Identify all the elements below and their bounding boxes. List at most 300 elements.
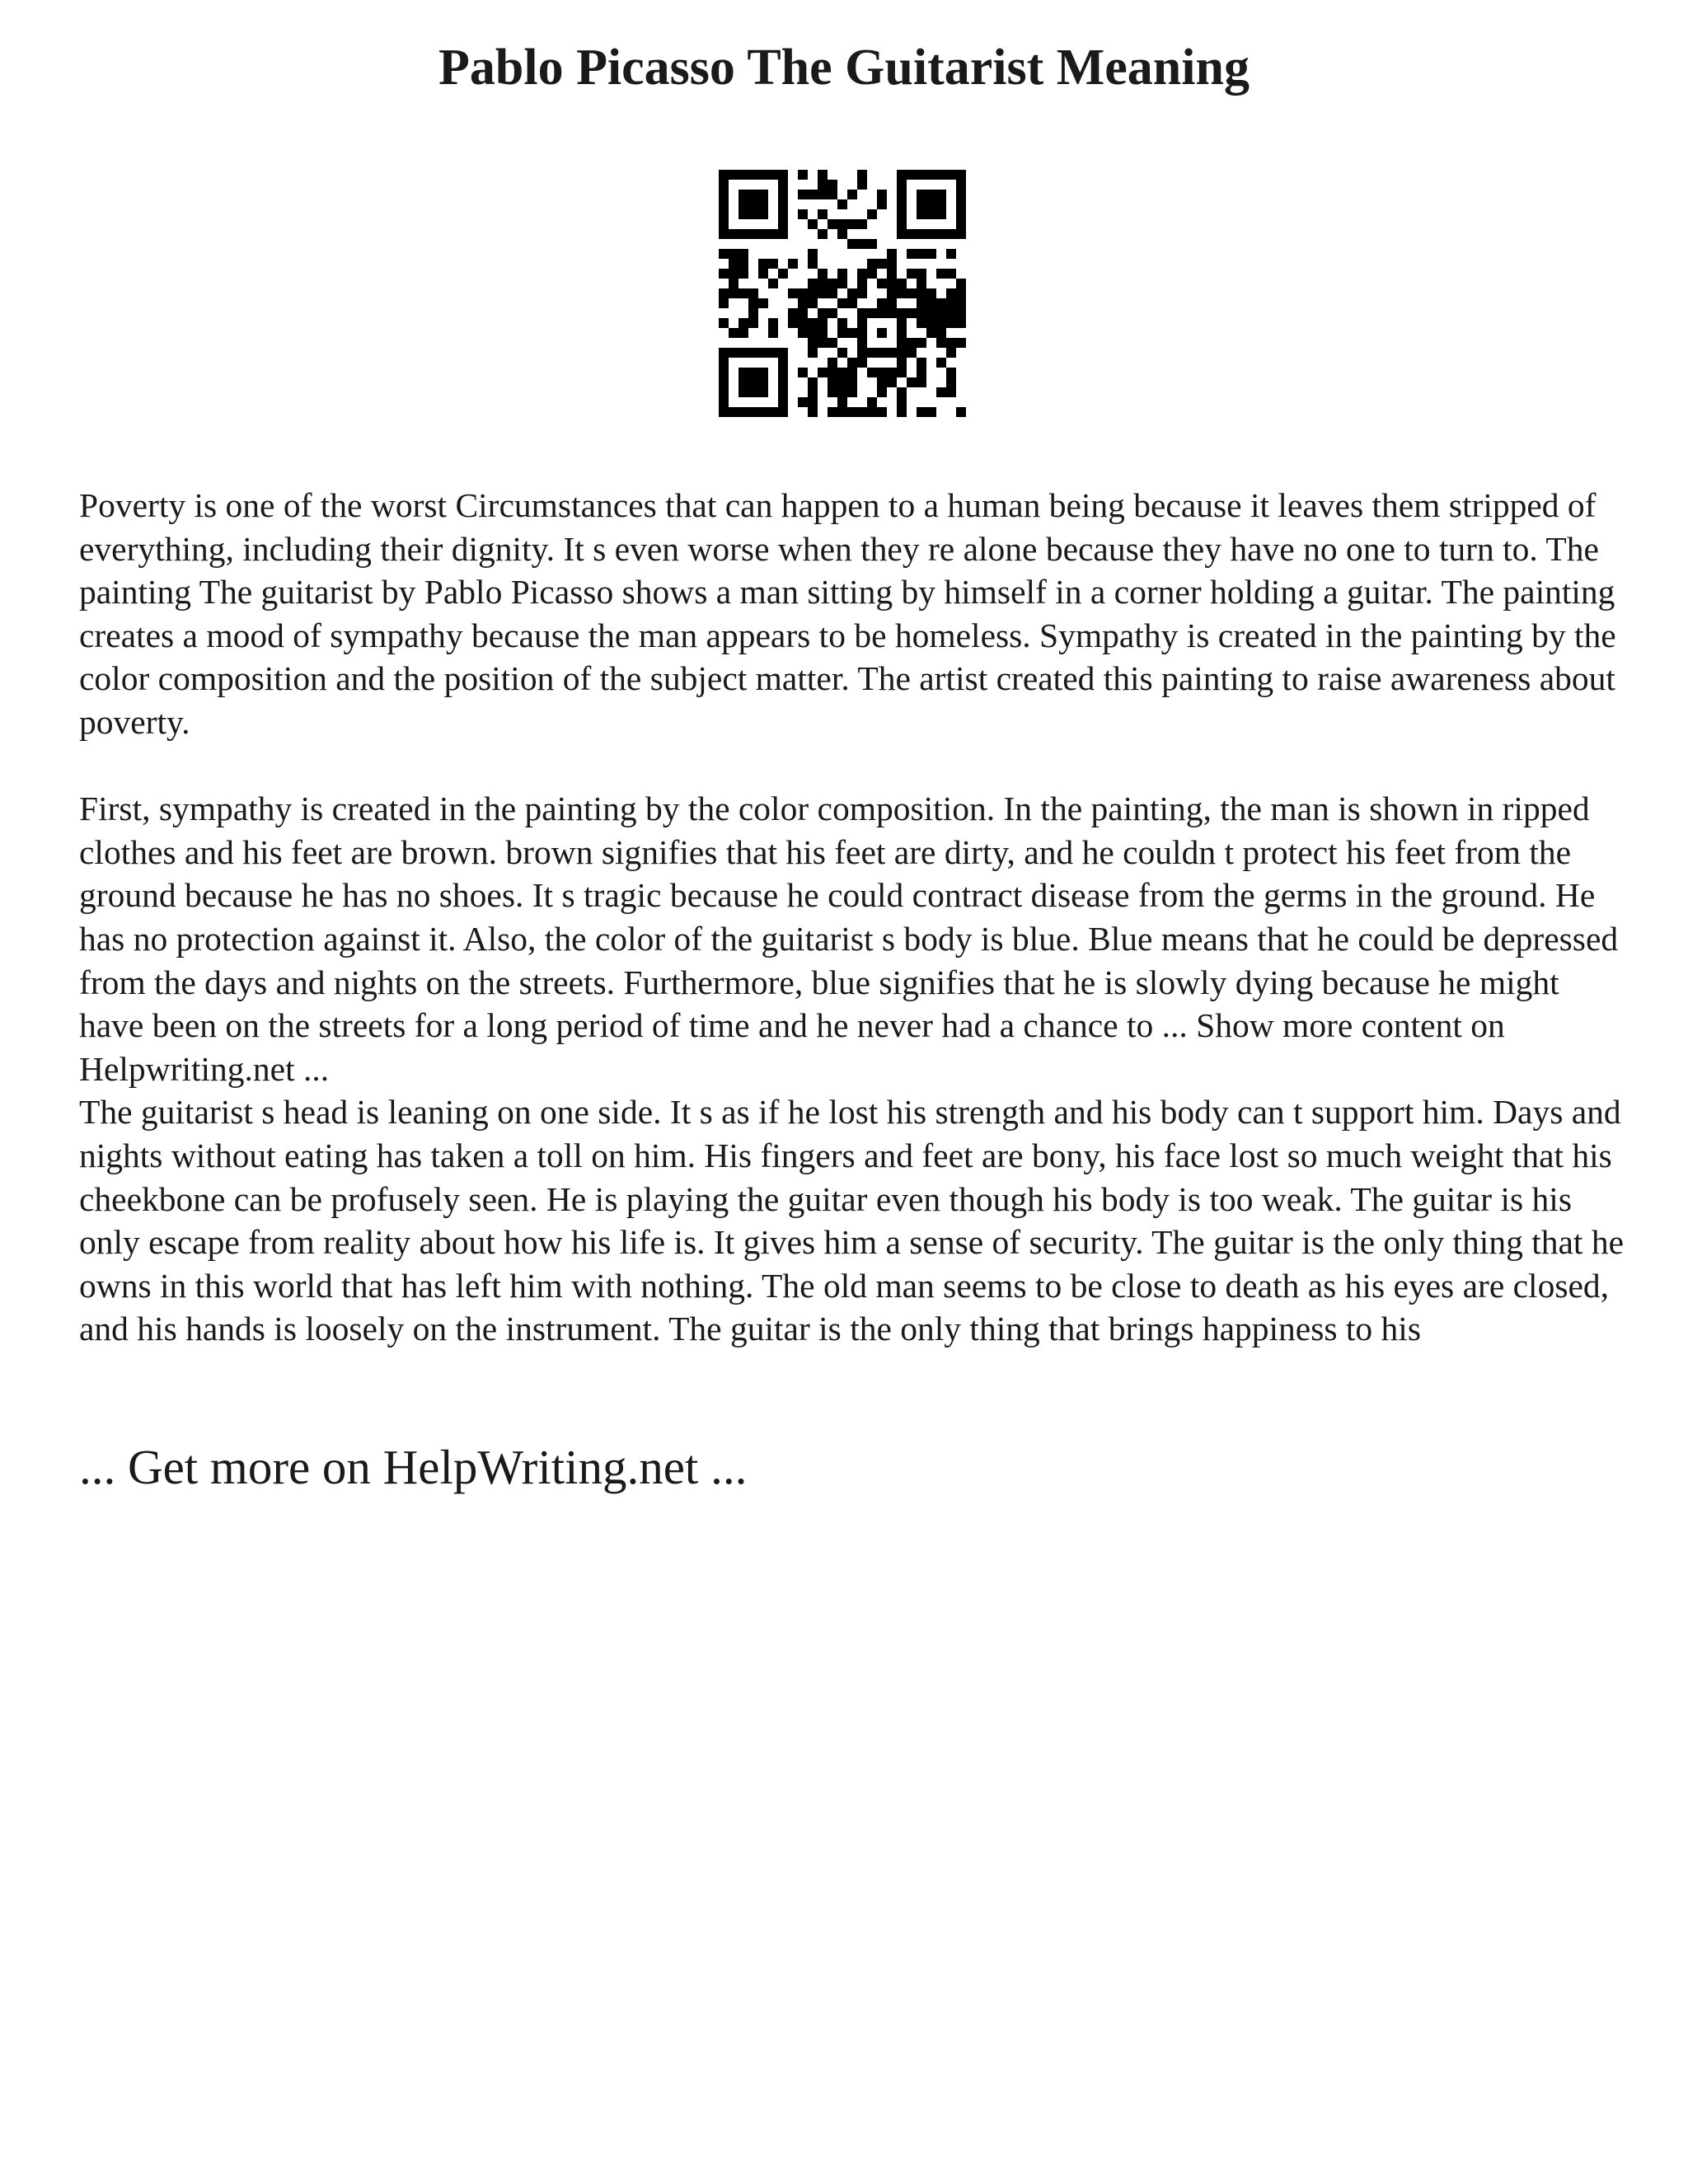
qr-module (758, 190, 768, 199)
qr-module (818, 328, 828, 338)
qr-module (917, 170, 926, 180)
qr-module (936, 328, 946, 338)
qr-module (738, 407, 748, 417)
qr-module (946, 249, 956, 259)
qr-module (907, 348, 917, 358)
qr-module (738, 348, 748, 358)
qr-module (738, 377, 748, 387)
qr-module (907, 229, 917, 239)
qr-module (768, 318, 778, 328)
qr-module (818, 308, 828, 318)
qr-module (907, 338, 917, 348)
qr-module (897, 190, 907, 199)
qr-module (936, 338, 946, 348)
qr-module (946, 298, 956, 308)
qr-module (857, 407, 867, 417)
qr-module (748, 387, 758, 397)
qr-module (778, 377, 788, 387)
qr-module (837, 298, 847, 308)
page-title: Pablo Picasso The Guitarist Meaning (438, 40, 1250, 96)
qr-module (936, 318, 946, 328)
qr-module (798, 190, 808, 199)
qr-module (956, 308, 966, 318)
qr-module (808, 328, 818, 338)
qr-module (837, 269, 847, 279)
qr-module (936, 387, 946, 397)
qr-module (857, 328, 867, 338)
qr-module (936, 229, 946, 239)
qr-module (768, 348, 778, 358)
qr-module (748, 209, 758, 219)
qr-module (837, 219, 847, 229)
qr-module (946, 308, 956, 318)
qr-module (956, 407, 966, 417)
qr-module (917, 229, 926, 239)
qr-module (719, 269, 729, 279)
qr-module (738, 328, 748, 338)
qr-module (778, 219, 788, 229)
qr-module (837, 279, 847, 288)
qr-module (748, 368, 758, 377)
qr-module (828, 368, 837, 377)
paragraph-color: First, sympathy is created in the painting by the color composition. In the painting, the man is shown in ripped clothes and his feet are brown. brown signifies that his feet are dirty, and he couldn t protect his feet from the ground because he has no shoes. It s tragic because he could contract disease from the germs in the ground. He has no protection against it. Also, the color of the guitarist s body is blue. Blue means that he could be depressed from the days and nights on the streets. Furthermore, blue signifies that he is slowly dying because he might have been on the streets for a long period of time and he never had a chance to ... Show more content on Helpwriting.net ... (79, 790, 1619, 1088)
qr-module (828, 308, 837, 318)
qr-module (926, 209, 936, 219)
qr-module (936, 308, 946, 318)
qr-module (877, 298, 887, 308)
qr-module (778, 407, 788, 417)
qr-module (867, 368, 877, 377)
qr-module (748, 348, 758, 358)
qr-module (926, 328, 936, 338)
qr-module (897, 199, 907, 209)
qr-module (917, 190, 926, 199)
qr-module (956, 298, 966, 308)
qr-module (936, 209, 946, 219)
qr-module (956, 318, 966, 328)
qr-module (897, 318, 907, 328)
qr-module (867, 397, 877, 407)
qr-module (917, 338, 926, 348)
qr-module (837, 199, 847, 209)
qr-module (798, 298, 808, 308)
qr-module (917, 249, 926, 259)
qr-module (818, 338, 828, 348)
qr-module (768, 259, 778, 269)
qr-module (808, 377, 818, 387)
qr-module (926, 318, 936, 328)
qr-module (729, 407, 738, 417)
qr-module (808, 348, 818, 358)
qr-module (887, 279, 897, 288)
qr-module (837, 318, 847, 328)
qr-module (758, 348, 768, 358)
qr-module (719, 229, 729, 239)
qr-module (917, 358, 926, 368)
qr-module (818, 180, 828, 190)
qr-module (818, 170, 828, 180)
qr-module (936, 170, 946, 180)
qr-module (738, 190, 748, 199)
qr-module (828, 180, 837, 190)
qr-module (837, 407, 847, 417)
qr-module (808, 219, 818, 229)
qr-module (857, 239, 867, 249)
qr-module (778, 358, 788, 368)
qr-module (748, 407, 758, 417)
qr-module (798, 368, 808, 377)
qr-module (778, 209, 788, 219)
qr-module (808, 338, 818, 348)
qr-module (818, 209, 828, 219)
qr-module (808, 298, 818, 308)
article-body (79, 484, 1629, 1351)
qr-module (768, 407, 778, 417)
qr-module (917, 279, 926, 288)
qr-module (907, 269, 917, 279)
qr-module (857, 308, 867, 318)
qr-module (748, 298, 758, 308)
qr-module (778, 199, 788, 209)
qr-module (778, 170, 788, 180)
qr-module (758, 298, 768, 308)
qr-module (897, 397, 907, 407)
qr-module (719, 358, 729, 368)
qr-module (818, 269, 828, 279)
qr-module (758, 199, 768, 209)
qr-module (857, 318, 867, 328)
qr-module (748, 190, 758, 199)
qr-module (719, 368, 729, 377)
qr-module (877, 328, 887, 338)
qr-module (926, 249, 936, 259)
qr-module (897, 387, 907, 397)
qr-module (877, 259, 887, 269)
qr-module (946, 368, 956, 377)
qr-module (847, 219, 857, 229)
qr-module (857, 279, 867, 288)
qr-module (818, 279, 828, 288)
qr-module (818, 229, 828, 239)
qr-module (956, 279, 966, 288)
qr-module (738, 259, 748, 269)
qr-module (956, 288, 966, 298)
qr-module (867, 209, 877, 219)
qr-module (917, 318, 926, 328)
qr-module (738, 170, 748, 180)
qr-module (828, 387, 837, 397)
qr-module (729, 249, 738, 259)
qr-module (887, 377, 897, 387)
qr-module (877, 407, 887, 417)
qr-module (877, 377, 887, 387)
qr-module (828, 190, 837, 199)
qr-module (857, 288, 867, 298)
qr-module (857, 170, 867, 180)
qr-module (897, 279, 907, 288)
qr-module (738, 318, 748, 328)
qr-module (956, 170, 966, 180)
qr-module (798, 209, 808, 219)
qr-module (926, 199, 936, 209)
qr-module (917, 377, 926, 387)
qr-module (778, 397, 788, 407)
qr-module (729, 348, 738, 358)
qr-module (808, 387, 818, 397)
qr-module (926, 298, 936, 308)
qr-module (758, 368, 768, 377)
qr-module (798, 170, 808, 180)
qr-module (857, 338, 867, 348)
qr-module (758, 209, 768, 219)
qr-module (808, 318, 818, 328)
qr-module (808, 288, 818, 298)
qr-module (946, 387, 956, 397)
qr-module (857, 219, 867, 229)
qr-module (887, 298, 897, 308)
qr-module (946, 338, 956, 348)
qr-module (837, 229, 847, 239)
qr-module (729, 328, 738, 338)
qr-module (917, 298, 926, 308)
qr-module (808, 190, 818, 199)
qr-module (828, 219, 837, 229)
qr-module (738, 249, 748, 259)
qr-module (936, 199, 946, 209)
qr-module (768, 279, 778, 288)
qr-module (897, 338, 907, 348)
qr-module (946, 318, 956, 328)
qr-module (837, 368, 847, 377)
qr-module (887, 368, 897, 377)
qr-module (897, 180, 907, 190)
qr-module (877, 279, 887, 288)
paragraph-position: The guitarist s head is leaning on one side. It s as if he lost his strength and his body can t support him. Days and nights without eating has taken a toll on him. His fingers and feet are bony, his face lost so much weight that his cheekbone can be profusely seen. He is playing the guitar even though his body is too weak. The guitar is his only escape from reality about how his life is. It gives him a sense of security. The guitar is the only thing that he owns in this world that has left him with nothing. The old man seems to be close to death as his eyes are closed, and his hands is loosely on the instrument. The guitar is the only thing that brings happiness to his (79, 1093, 1624, 1348)
qr-module (758, 229, 768, 239)
qr-module (738, 209, 748, 219)
qr-module (936, 358, 946, 368)
qr-module (719, 249, 729, 259)
qr-module (956, 190, 966, 199)
qr-module (867, 259, 877, 269)
qr-module (768, 328, 778, 338)
qr-module (837, 328, 847, 338)
qr-module (748, 377, 758, 387)
qr-module (897, 170, 907, 180)
qr-module (768, 170, 778, 180)
qr-module (828, 377, 837, 387)
qr-module (887, 259, 897, 269)
qr-module (887, 269, 897, 279)
qr-module (828, 407, 837, 417)
qr-module (729, 229, 738, 239)
qr-module (956, 229, 966, 239)
qr-module (926, 407, 936, 417)
qr-module (808, 279, 818, 288)
qr-module (847, 298, 857, 308)
qr-module (847, 190, 857, 199)
qr-module (946, 377, 956, 387)
qr-module (907, 377, 917, 387)
qr-module (877, 308, 887, 318)
paragraph-intro: Poverty is one of the worst Circumstances that can happen to a human being because it leaves them stripped of everything, including their dignity. It s even worse when they re alone because they have no one to turn to. The painting The guitarist by Pablo Picasso shows a man sitting by himself in a corner holding a guitar. The painting creates a mood of sympathy because the man appears to be homeless. Sympathy is created in the painting by the color composition and the position of the subject matter. The artist created this painting to raise awareness about poverty. (79, 486, 1616, 741)
qr-module (857, 358, 867, 368)
qr-module (956, 338, 966, 348)
qr-module (748, 308, 758, 318)
qr-module (798, 397, 808, 407)
qr-module (768, 229, 778, 239)
qr-module (837, 377, 847, 387)
qr-module (778, 229, 788, 239)
qr-module (748, 199, 758, 209)
qr-module (897, 407, 907, 417)
qr-module (798, 308, 808, 318)
qr-module (837, 348, 847, 358)
qr-module (867, 239, 877, 249)
qr-module (719, 219, 729, 229)
qr-module (936, 269, 946, 279)
qr-module (748, 288, 758, 298)
qr-module (956, 180, 966, 190)
qr-module (917, 407, 926, 417)
qr-module (907, 288, 917, 298)
qr-module (719, 190, 729, 199)
qr-module (897, 328, 907, 338)
qr-module (729, 269, 738, 279)
qr-module (719, 387, 729, 397)
qr-module (778, 180, 788, 190)
qr-module (738, 199, 748, 209)
qr-module (897, 308, 907, 318)
qr-module (897, 219, 907, 229)
qr-module (837, 397, 847, 407)
qr-module (778, 190, 788, 199)
qr-module (828, 358, 837, 368)
qr-module (887, 348, 897, 358)
qr-module (719, 288, 729, 298)
qr-module (828, 279, 837, 288)
qr-module (887, 249, 897, 259)
qr-module (917, 288, 926, 298)
qr-module (738, 368, 748, 377)
qr-module (857, 348, 867, 358)
qr-module (818, 190, 828, 199)
qr-module (867, 348, 877, 358)
qr-module (907, 170, 917, 180)
qr-module (778, 269, 788, 279)
qr-module (729, 170, 738, 180)
qr-module (719, 199, 729, 209)
qr-module (926, 190, 936, 199)
qr-module (719, 170, 729, 180)
qr-module (867, 407, 877, 417)
qr-module (946, 288, 956, 298)
qr-module (719, 377, 729, 387)
qr-module (877, 190, 887, 199)
qr-module (946, 229, 956, 239)
qr-module (738, 229, 748, 239)
qr-module (926, 308, 936, 318)
qr-module (738, 387, 748, 397)
qr-module (818, 368, 828, 377)
qr-module (847, 239, 857, 249)
qr-module (877, 199, 887, 209)
qr-module (828, 288, 837, 298)
qr-module (897, 368, 907, 377)
qr-module (917, 308, 926, 318)
qr-module (719, 180, 729, 190)
qr-module (917, 269, 926, 279)
qr-module (788, 288, 798, 298)
qr-module (946, 348, 956, 358)
qr-module (808, 249, 818, 259)
qr-module (748, 318, 758, 328)
qr-module (719, 209, 729, 219)
qr-module (788, 259, 798, 269)
qr-module (758, 407, 768, 417)
qr-module (758, 259, 768, 269)
qr-module (719, 397, 729, 407)
qr-module (719, 348, 729, 358)
qr-module (828, 338, 837, 348)
qr-module (729, 279, 738, 288)
qr-module (917, 368, 926, 377)
get-more-link[interactable]: ... Get more on HelpWriting.net ... (79, 1440, 748, 1494)
qr-module (798, 288, 808, 298)
qr-module (837, 387, 847, 397)
qr-module (956, 199, 966, 209)
qr-module (907, 308, 917, 318)
qr-module (788, 318, 798, 328)
qr-module (798, 328, 808, 338)
qr-module (917, 209, 926, 219)
qr-module (926, 170, 936, 180)
qr-module (956, 209, 966, 219)
qr-module (719, 407, 729, 417)
qr-module (926, 229, 936, 239)
qr-module (719, 298, 729, 308)
qr-module (897, 288, 907, 298)
qr-module (847, 328, 857, 338)
qr-module (857, 180, 867, 190)
qr-code-icon (719, 170, 966, 417)
qr-module (907, 249, 917, 259)
qr-module (857, 269, 867, 279)
qr-module (758, 387, 768, 397)
qr-module (808, 407, 818, 417)
qr-module (877, 368, 887, 377)
qr-module (936, 190, 946, 199)
qr-module (946, 170, 956, 180)
qr-module (847, 387, 857, 397)
qr-module (867, 308, 877, 318)
qr-module (729, 288, 738, 298)
qr-module (847, 407, 857, 417)
qr-module (847, 358, 857, 368)
qr-module (956, 219, 966, 229)
qr-module (778, 387, 788, 397)
qr-module (798, 318, 808, 328)
qr-module (917, 199, 926, 209)
qr-module (778, 348, 788, 358)
qr-module (847, 377, 857, 387)
qr-module (897, 358, 907, 368)
qr-module (926, 288, 936, 298)
qr-module (808, 397, 818, 407)
qr-module (877, 387, 887, 397)
qr-module (897, 229, 907, 239)
qr-module (887, 308, 897, 318)
